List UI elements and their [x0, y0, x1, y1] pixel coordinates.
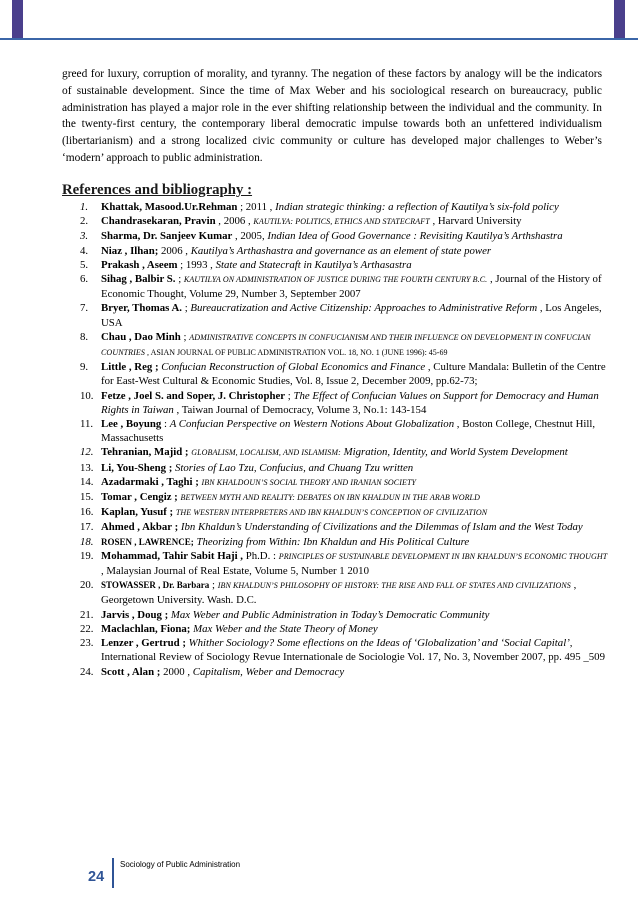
references-list: [80, 200, 608, 679]
reference-year: ;: [209, 579, 218, 592]
reference-year: ;: [180, 330, 190, 343]
reference-item: [80, 330, 608, 360]
reference-title: KAUTILYA ON ADMINISTRATION OF JUSTICE DURING THE FOURTH CENTURY B.C.: [183, 275, 488, 285]
reference-author: Little , Reg ;: [101, 361, 159, 374]
reference-number: 8.: [80, 330, 89, 343]
reference-author: Prakash , Aseem: [101, 258, 178, 271]
reference-item: [80, 389, 608, 417]
reference-number: 7.: [80, 302, 89, 315]
reference-item: [80, 475, 608, 490]
footer-title: Sociology of Public Administration: [120, 860, 241, 869]
reference-source: , Boston College, Chestnut Hill, Massachusetts: [101, 418, 596, 445]
reference-source: , Culture Mandala: Bulletin of the Centre for East-West Cultural & Economic Studies, Vol. 8, Issue 2, December 2009, pp.62-73;: [101, 361, 606, 388]
reference-author: Li, You-Sheng ;: [101, 461, 173, 474]
reference-number: 20.: [80, 579, 94, 592]
reference-author: Lenzer , Gertrud ;: [101, 637, 186, 650]
reference-author: Kaplan, Yusuf ;: [101, 506, 174, 519]
reference-source: , Taiwan Journal of Democracy, Volume 3, No.1: 143-154: [173, 403, 427, 416]
reference-number: 24.: [80, 665, 94, 678]
reference-year: ;: [175, 273, 184, 286]
page-footer: [62, 858, 362, 888]
reference-number: 9.: [80, 361, 89, 374]
reference-item: [80, 301, 608, 329]
page-number: 24: [88, 869, 105, 885]
reference-item: [80, 608, 608, 622]
reference-item: [80, 549, 608, 578]
reference-item: [80, 229, 608, 243]
reference-title: A Confucian Perspective on Western Notions About Globalization: [169, 418, 455, 431]
reference-author: Ahmed , Akbar ;: [101, 521, 179, 534]
reference-title: GLOBALISM, LOCALISM, AND ISLAMISM:: [191, 448, 341, 458]
reference-year: ; 1993 ,: [177, 258, 216, 271]
reference-title: KAUTILYA: POLITICS, ETHICS AND STATECRAFT: [253, 217, 430, 227]
reference-title: The Effect of Confucian Values on Support for Democracy and Human Rights in Taiwan: [101, 389, 599, 416]
reference-item: [80, 490, 608, 505]
reference-title: Ibn Khaldun’s Understanding of Civilizations and the Dilemmas of Islam and the West Today: [180, 521, 583, 534]
band-block-left: [12, 0, 23, 38]
reference-author: Tehranian, Majid ;: [101, 446, 189, 459]
reference-number: 14.: [80, 475, 94, 488]
reference-title: Indian strategic thinking: a reflection of Kautilya’s six-fold policy: [275, 201, 559, 213]
reference-source: , Georgetown University. Wash. D.C.: [101, 579, 577, 607]
reference-number: 1.: [80, 201, 89, 213]
reference-number: 15.: [80, 491, 94, 504]
reference-number: 21.: [80, 608, 94, 621]
reference-year: :: [161, 418, 170, 431]
reference-title: Stories of Lao Tzu, Confucius, and Chuang Tzu written: [175, 461, 414, 474]
reference-item: [80, 578, 608, 607]
reference-author: STOWASSER , Dr. Barbara: [101, 580, 210, 591]
reference-title: Confucian Reconstruction of Global Economics and Finance: [161, 361, 426, 374]
reference-number: 19.: [80, 549, 94, 562]
reference-author: Fetze , Joel S. and Soper, J. Christopher: [101, 389, 286, 402]
reference-year: , 2005,: [232, 230, 268, 243]
reference-year: ;: [182, 302, 191, 315]
reference-author: Bryer, Thomas A.: [101, 302, 182, 315]
reference-item: [80, 665, 608, 679]
reference-title: PRINCIPLES OF SUSTAINABLE DEVELOPMENT IN IBN KHALDUN’S ECONOMIC THOUGHT: [278, 551, 608, 561]
footer-divider: [112, 858, 114, 888]
reference-title: Capitalism, Weber and Democracy: [192, 665, 345, 678]
references-heading: References and bibliography :: [62, 182, 253, 198]
band-rule: [0, 38, 638, 40]
reference-author: Niaz , Ilhan;: [101, 244, 159, 257]
reference-source: Migration, Identity, and World System Development: [340, 446, 568, 459]
reference-number: 18.: [80, 535, 94, 548]
reference-title: Indian Idea of Good Governance : Revisiting Kautilya’s Arthshastra: [267, 230, 563, 243]
reference-title: State and Statecraft in Kautilya’s Arthasastra: [215, 258, 412, 271]
reference-source: , Journal of the History of Economic Thought, Volume 29, Number 3, September 2007: [101, 273, 602, 301]
reference-title: Whither Sociology? Some eflections on the Ideas of ‘Globalization’ and ‘Social Capital’,: [188, 637, 573, 650]
reference-item: [80, 520, 608, 534]
reference-item: [80, 622, 608, 636]
reference-item: [80, 636, 608, 664]
reference-year: ; 2011 ,: [237, 201, 276, 213]
reference-number: 23.: [80, 637, 94, 650]
reference-source: , ASIAN JOURNAL OF PUBLIC ADMINISTRATION VOL. 18, NO. 1 (JUNE 1996): 45-69: [145, 348, 448, 358]
reference-item: [80, 214, 608, 229]
reference-source: , Los Angeles, USA: [101, 302, 602, 329]
reference-item: [80, 200, 608, 214]
reference-item: [80, 505, 608, 520]
reference-source: , Malaysian Journal of Real Estate, Volume 5, Number 1 2010: [101, 565, 369, 578]
reference-author: Khattak, Masood.Ur.Rehman: [101, 201, 238, 213]
reference-source: International Review of Sociology Revue Internationale de Sociologie Vol. 17, No. 3, November 2007, pp. 495 _509: [101, 651, 605, 664]
reference-author: Maclachlan, Fiona;: [101, 622, 191, 635]
reference-number: 5.: [80, 258, 89, 271]
reference-title: BETWEEN MYTH AND REALITY: DEBATES ON IBN KHALDUN IN THE ARAB WORLD: [180, 493, 480, 503]
reference-year: ;: [285, 389, 294, 402]
reference-author: Azadarmaki , Taghi ;: [101, 475, 199, 488]
reference-title: Max Weber and the State Theory of Money: [193, 622, 378, 635]
reference-item: [80, 461, 608, 475]
reference-title: ADMINISTRATIVE CONCEPTS IN CONFUCIANISM AND THEIR INFLUENCE ON DEVELOPMENT IN CONFUCIAN COUNTRIES: [101, 332, 591, 358]
reference-number: 3.: [80, 230, 89, 243]
reference-number: 2.: [80, 215, 89, 228]
reference-number: 11.: [80, 418, 94, 431]
band-block-right: [614, 0, 625, 38]
reference-author: Chau , Dao Minh: [101, 330, 181, 343]
reference-author: Sihag , Balbir S.: [101, 273, 176, 286]
reference-item: [80, 445, 608, 460]
reference-number: 12.: [80, 446, 94, 459]
reference-number: 16.: [80, 506, 94, 519]
reference-title: THE WESTERN INTERPRETERS AND IBN KHALDUN’S CONCEPTION OF CIVILIZATION: [175, 508, 488, 518]
reference-number: 17.: [80, 521, 94, 534]
reference-author: Lee , Boyung: [101, 418, 162, 431]
reference-author: Mohammad, Tahir Sabit Haji ,: [101, 549, 243, 562]
reference-item: [80, 535, 608, 549]
reference-item: [80, 360, 608, 388]
reference-title: IBN KHALDUN’S PHILOSOPHY OF HISTORY: THE RISE AND FALL OF STATES AND CIVILIZATIONS: [217, 581, 571, 591]
reference-author: Chandrasekaran, Pravin: [101, 215, 216, 228]
reference-title: Kautilya’s Arthashastra and governance as an element of state power: [190, 244, 492, 257]
reference-number: 22.: [80, 622, 94, 635]
reference-author: ROSEN , LAWRENCE;: [101, 536, 194, 547]
reference-item: [80, 417, 608, 445]
reference-title: IBN KHALDOUN’S SOCIAL THEORY AND IRANIAN SOCIETY: [201, 477, 417, 487]
reference-number: 4.: [80, 244, 89, 257]
reference-author: Jarvis , Doug ;: [101, 608, 169, 621]
reference-author: Sharma, Dr. Sanjeev Kumar: [101, 230, 233, 243]
top-decorative-band: [0, 0, 638, 40]
reference-title: Bureaucratization and Active Citizenship: Approaches to Administrative Reform: [190, 302, 538, 315]
reference-title: Theorizing from Within: Ibn Khaldun and His Political Culture: [196, 535, 470, 548]
reference-author: Tomar , Cengiz ;: [101, 491, 178, 504]
reference-source: , Harvard University: [429, 215, 522, 228]
reference-year: Ph.D. :: [243, 549, 279, 562]
body-paragraph: greed for luxury, corruption of morality, and tyranny. The negation of these factors by analogy will be the indicators of sustainable development. Since the time of Max Weber and his sociological research on bureaucracy, public administration has played a major role in the ever shifting relationship between the individual and the community. In the twenty-first century, the contemporary liberal democratic impulse towards both an unfettered individualism (libertarianism) and a strong localized civic community or culture has developed major challenges to Weber’s ‘modern’ approach to public administration.: [62, 68, 602, 164]
reference-year: , 2006 ,: [215, 215, 254, 228]
reference-item: [80, 244, 608, 258]
reference-number: 6.: [80, 273, 89, 286]
reference-year: 2000 ,: [160, 665, 193, 678]
reference-item: [80, 272, 608, 301]
reference-number: 10.: [80, 389, 94, 402]
reference-item: [80, 258, 608, 272]
reference-title: Max Weber and Public Administration in Today’s Democratic Community: [170, 608, 490, 621]
reference-author: Scott , Alan ;: [101, 665, 161, 678]
reference-number: 13.: [80, 461, 94, 474]
reference-year: 2006 ,: [158, 244, 191, 257]
